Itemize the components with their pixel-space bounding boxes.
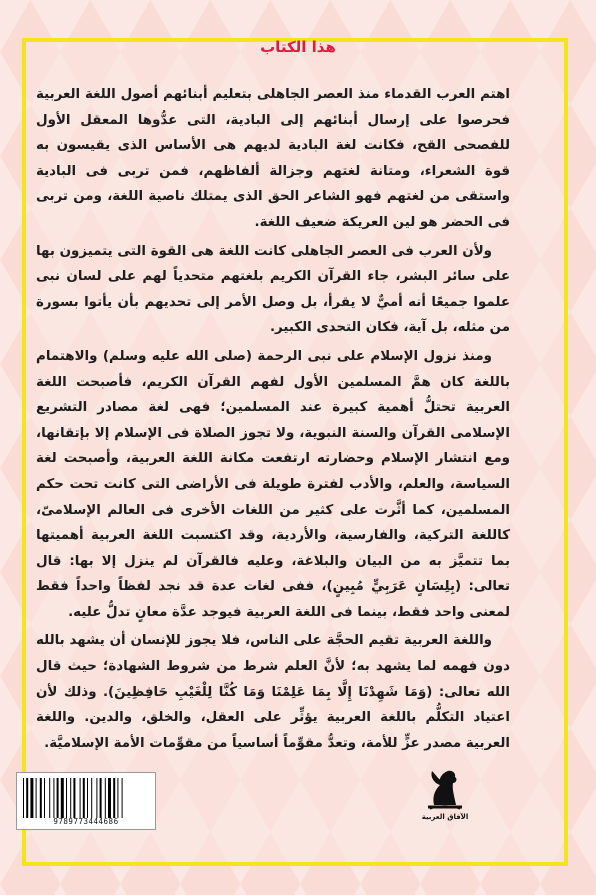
paragraph-2: ولأن العرب فى العصر الجاهلى كانت اللغة هى القوة التى يتميزون بها على سائر البشر، جاء القرآن الكريم بلغتهم متحدياً لهم على لسان نبى علموا جميعًا أنه أميٌّ لا يقرأ، بل وصل الأمر إلى تحديهم بأن يأتوا بسورة من مثله، بل آية، فكان التحدى الكبير. xyxy=(36,243,510,336)
paragraph-3: ومنذ نزول الإسلام على نبى الرحمة (صلى الله عليه وسلم) والاهتمام باللغة كان همَّ المسلمين الأول لفهم القرآن الكريم، فأصبحت اللغة العربية تحتلُّ أهمية كبيرة عند المسلمين؛ فهى لغة مصادر التشريع الإسلامى القرآن والسنة النبوية، ولا تجوز الصلاة فى الإسلام إلا بإتقانها، ومع انتشار الإسلام وحضارته ارتفعت مكانة اللغة العربية، وأصبحت لغة السياسة، والعلم، والأدب لفترة طويلة فى الأراضى التى كانت تحت حكم المسلمين، كما أثَّرت على كثير من اللغات الأخرى فى العالم الإسلامىّ، كاللغة التركية، والفارسية، والأردية، وقد اكتسبت اللغة العربية أهميتها بما تتميَّز به من البيان والبلاغة، وعليه فالقرآن لم ينزل إلا بها: قال تعالى: (بِلِسَانٍ عَرَبِيٍّ مُبِينٍ)، ففى لغات عدة قد نجد لفظاً واحداً فقط لمعنى واحد فقط، بينما فى اللغة العربية فيوجد عدَّة معانٍ تدلُّ عليه. xyxy=(36,348,510,620)
paragraph-1: اهتم العرب القدماء منذ العصر الجاهلى بتعليم أبنائهم أصول اللغة العربية فحرصوا على إرسال أبنائهم إلى البادية، التى عدُّوها المعقل الأول للفصحى القح، فكانت لغة البادية لديهم هى الأساس الذى يقيسون به قوة الشعراء، ومتانة لغتهم وجزالة ألفاظهم، فمن تربى فى البادية واستقى من لغتهم فهو الشاعر الحق الذى يمتلك ناصية اللغة، ومن تربى فى الحضر هو لين العريكة ضعيف اللغة. xyxy=(36,87,510,230)
paragraph-4: واللغة العربية تقيم الحجَّة على الناس، فلا يجوز للإنسان أن يشهد بالله دون فهمه لما يشهد به؛ لأنَّ العلم شرط من شروط الشهادة؛ حيث قال الله تعالى: (وَمَا شَهِدْنَا إِلَّا بِمَا عَلِمْنَا وَمَا كُنَّا لِلْغَيْبِ حَافِظِينَ). وذلك لأن اعتياد التكلُّم باللغة العربية يؤثِّر على العقل، والخلق، والدين. واللغة العربية مصدر عزٍّ للأمة، وتعدُّ مقوِّماً أساسياً من مقوِّمات الأمة الإسلاميَّة. xyxy=(36,633,510,751)
publisher-name: الآفاق العربية xyxy=(421,813,469,821)
blurb-text xyxy=(36,82,510,759)
isbn-barcode xyxy=(16,772,156,830)
isbn-number: 9789773444686 xyxy=(53,817,119,826)
publisher-horse-icon xyxy=(418,765,472,811)
publisher-logo xyxy=(418,765,472,821)
back-cover-title: هذا الكتاب xyxy=(260,38,336,56)
barcode-bars-icon xyxy=(23,778,151,818)
